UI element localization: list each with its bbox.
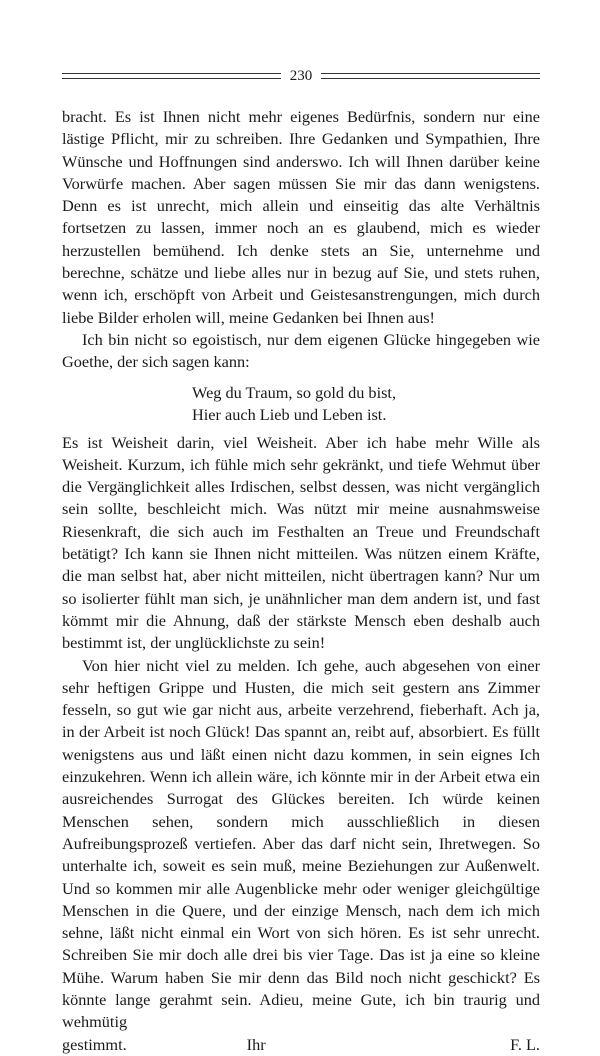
verse-line: Hier auch Lieb und Leben ist. bbox=[192, 404, 387, 424]
header-rule-right bbox=[321, 73, 540, 79]
header-rule-left bbox=[62, 73, 281, 79]
paragraph-2: Ich bin nicht so egoistisch, nur dem eigenen Glücke hingegeben wie Goethe, der sich sagen kann: bbox=[62, 329, 540, 372]
verse-line: Weg du Traum, so gold du bist, bbox=[192, 382, 397, 402]
page-header bbox=[62, 66, 540, 86]
valediction: Ihr bbox=[246, 1034, 266, 1054]
signature-initials: F. L. bbox=[510, 1034, 540, 1054]
letter-closing bbox=[62, 1034, 540, 1056]
page-number: 230 bbox=[289, 68, 313, 84]
verse-quote bbox=[62, 382, 540, 426]
paragraph-1: bracht. Es ist Ihnen nicht mehr eigenes Bedürfnis, sondern nur eine lästige Pflicht, mir zu schreiben. Ihre Gedanken und Sympathien, Ihre Wünsche und Hoffnungen sind anderswo. Ich will Ihnen darüber keine Vorwürfe machen. Aber sagen müssen Sie mir das dann wenigstens. Denn es ist unrecht, mich allein und einseitig das alte Verhältnis fortsetzen zu lassen, immer noch an es glaubend, mich es wieder herzustellen bemühend. Ich denke stets an Sie, unternehme und berechne, schätze und liebe alles nur in bezug auf Sie, und stets ruhen, wenn ich, erschöpft von Arbeit und Geistesanstrengungen, mich durch liebe Bilder erholen will, meine Gedanken bei Ihnen aus! bbox=[62, 107, 540, 327]
page-body bbox=[62, 106, 540, 1056]
paragraph-3: Es ist Weisheit darin, viel Weisheit. Aber ich habe mehr Wille als Weisheit. Kurzum, ich fühle mich sehr gekränkt, und tiefe Wehmut über die Vergänglichkeit alles Irdischen, selbst dessen, was nicht vergänglich sein sollte, beschleicht mich. Was nützt mir meine ausnahmsweise Riesenkraft, die sich auch im Festhalten an Treue und Freundschaft betätigt? Ich kann sie Ihnen nicht mitteilen. Was nützen einem Kräfte, die man selbst hat, aber nicht mitteilen, nicht übertragen kann? Nur um so isolierter fühlt man sich, je unähnlicher man dem andern ist, und fast kömmt mir die Ahnung, daß der stärkste Mensch eben deshalb auch bestimmt ist, der unglücklichste zu sein! bbox=[62, 432, 540, 653]
paragraph-4: Von hier nicht viel zu melden. Ich gehe, auch abgesehen von einer sehr heftigen Grippe und Husten, die mich seit gestern ans Zimmer fesseln, so gut wie gar nicht aus, arbeite verzehrend, fieberhaft. Ach ja, in der Arbeit ist noch Glück! Das spannt an, reibt auf, absorbiert. Es füllt wenigstens aus und läßt einen nicht dazu kommen, in sein eignes Ich einzukehren. Wenn ich allein wäre, ich könnte mir in der Arbeit etwa ein ausreichendes Surrogat des Glückes bereiten. Ich würde keinen Menschen sehen, sondern mich ausschließlich in diesen Aufreibungsprozeß vertiefen. Aber das darf nicht sein, Ihretwegen. So unterhalte ich, soweit es sein muß, meine Beziehungen zur Außenwelt. Und so kommen mir alle Augenblicke mehr oder weniger gleichgültige Menschen in die Quere, und der einzige Mensch, nach dem ich mich sehne, läßt nicht einmal ein Wort von sich hören. Es ist sehr unrecht. Schreiben Sie mir doch alle drei bis vier Tage. Das ist ja eine so kleine Mühe. Warum haben Sie mir denn das Bild noch nicht geschickt? Es könnte lange gerahmt sein. Adieu, meine Gute, ich bin traurig und wehmütig bbox=[62, 655, 540, 1032]
closing-word: gestimmt. bbox=[62, 1034, 127, 1054]
